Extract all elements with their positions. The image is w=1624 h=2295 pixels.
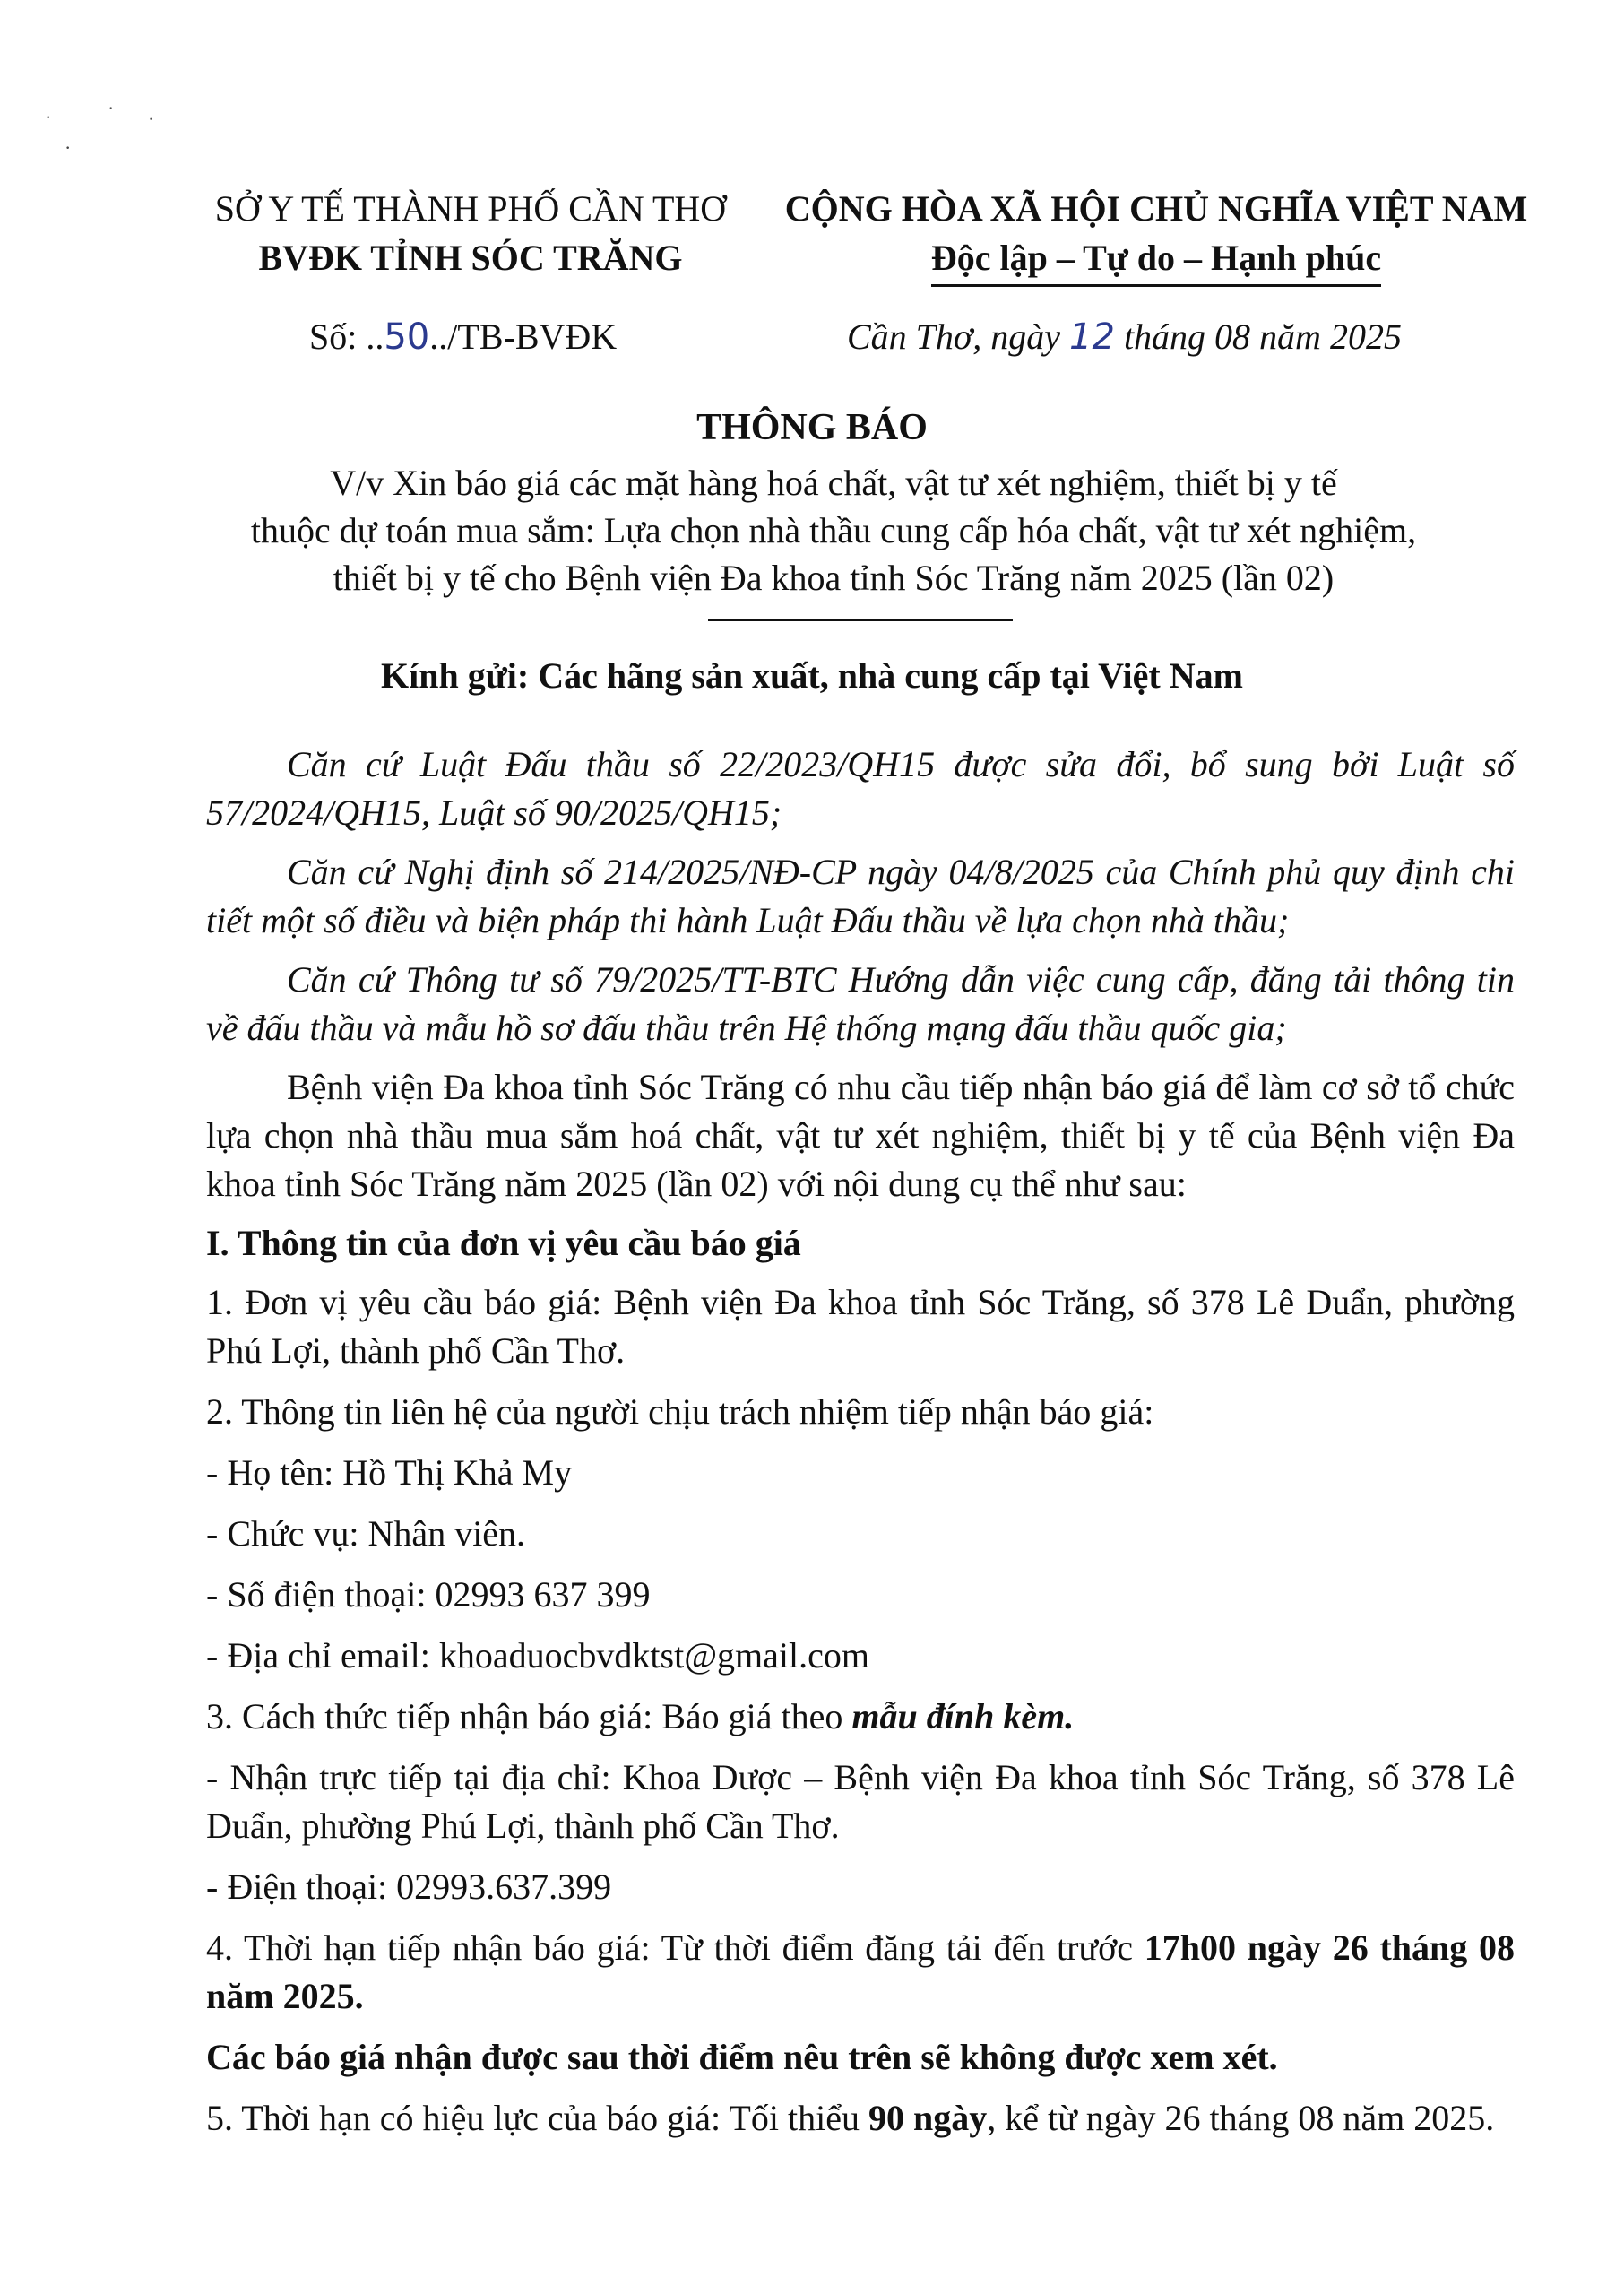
- receipt-address: - Nhận trực tiếp tại địa chỉ: Khoa Dược – Bệnh viện Đa khoa tỉnh Sóc Trăng, số 378 Lê Duẩn, phường Phú Lợi, thành phố Cần Thơ.: [206, 1757, 1515, 1846]
- section-heading: I. Thông tin của đơn vị yêu cầu báo giá: [206, 1223, 801, 1263]
- issuer-name: BVĐK TỈNH SÓC TRĂNG: [258, 238, 683, 278]
- receipt-method: 3. Cách thức tiếp nhận báo giá: Báo giá theo mẫu đính kèm.: [206, 1696, 1075, 1736]
- legal-basis-1: Căn cứ Luật Đấu thầu số 22/2023/QH15 được sửa đổi, bổ sung bởi Luật số 57/2024/QH15, Luật số 90/2025/QH15;: [206, 744, 1515, 833]
- late-notice: Các báo giá nhận được sau thời điểm nêu trên sẽ không được xem xét.: [206, 2037, 1278, 2077]
- issuer-block: [161, 184, 780, 282]
- contact-heading: 2. Thông tin liên hệ của người chịu trách nhiệm tiếp nhận báo giá:: [206, 1391, 1154, 1432]
- contact-position: - Chức vụ: Nhân viên.: [206, 1513, 526, 1554]
- scan-speck: ·: [45, 106, 52, 128]
- document-number: Số: ..50../TB-BVĐK: [309, 316, 618, 358]
- intro-paragraph: Bệnh viện Đa khoa tỉnh Sóc Trăng có nhu cầu tiếp nhận báo giá để làm cơ sở tổ chức lựa chọn nhà thầu mua sắm hoá chất, vật tư xét nghiệm, thiết bị y tế của Bệnh viện Đa khoa tỉnh Sóc Trăng năm 2025 (lần 02) với nội dung cụ thể như sau:: [206, 1067, 1515, 1204]
- document-date: Cần Thơ, ngày 12 tháng 08 năm 2025: [847, 316, 1402, 358]
- issuer-parent: SỞ Y TẾ THÀNH PHỐ CẦN THƠ: [214, 188, 727, 229]
- receipt-phone: - Điện thoại: 02993.637.399: [206, 1866, 612, 1907]
- handwritten-number: 50: [384, 316, 430, 358]
- document-subject: V/v Xin báo giá các mặt hàng hoá chất, vật tư xét nghiệm, thiết bị y tế thuộc dự toán mua sắm: Lựa chọn nhà thầu cung cấp hóa chất, vật tư xét nghiệm, thiết bị y tế cho Bệnh viện Đa khoa tỉnh Sóc Trăng năm 2025 (lần 02): [250, 463, 1417, 598]
- national-heading: [771, 184, 1542, 287]
- document-body: [206, 740, 1515, 2155]
- legal-basis-2: Căn cứ Nghị định số 214/2025/NĐ-CP ngày 04/8/2025 của Chính phủ quy định chi tiết một số điều và biện pháp thi hành Luật Đấu thầu về lựa chọn nhà thầu;: [206, 852, 1515, 940]
- contact-name: - Họ tên: Hồ Thị Khả My: [206, 1452, 573, 1493]
- recipient-greeting: Kính gửi: Các hãng sản xuất, nhà cung cấp tại Việt Nam: [381, 655, 1243, 696]
- legal-basis-3: Căn cứ Thông tư số 79/2025/TT-BTC Hướng dẫn việc cung cấp, đăng tải thông tin về đấu thầu và mẫu hồ sơ đấu thầu trên Hệ thống mạng đấu thầu quốc gia;: [206, 959, 1515, 1048]
- contact-email: - Địa chỉ email: khoaduocbvdktst@gmail.com: [206, 1635, 869, 1676]
- country-name: CỘNG HÒA XÃ HỘI CHỦ NGHĨA VIỆT NAM: [784, 188, 1528, 229]
- scan-speck: ·: [108, 97, 115, 119]
- national-motto: Độc lập – Tự do – Hạnh phúc: [931, 233, 1381, 287]
- scan-speck: ·: [148, 108, 155, 130]
- document-title: THÔNG BÁO: [696, 407, 928, 448]
- requesting-unit: 1. Đơn vị yêu cầu báo giá: Bệnh viện Đa khoa tỉnh Sóc Trăng, số 378 Lê Duẩn, phường Phú Lợi, thành phố Cần Thơ.: [206, 1282, 1515, 1371]
- receipt-deadline: 4. Thời hạn tiếp nhận báo giá: Từ thời điểm đăng tải đến trước 17h00 ngày 26 tháng 08 năm 2025.: [206, 1927, 1515, 2016]
- contact-phone: - Số điện thoại: 02993 637 399: [206, 1574, 651, 1615]
- quote-validity: 5. Thời hạn có hiệu lực của báo giá: Tối thiểu 90 ngày, kể từ ngày 26 tháng 08 năm 2025.: [206, 2098, 1495, 2138]
- title-divider: [708, 619, 1013, 621]
- handwritten-day: 12: [1069, 316, 1115, 358]
- scan-speck: ·: [65, 136, 72, 159]
